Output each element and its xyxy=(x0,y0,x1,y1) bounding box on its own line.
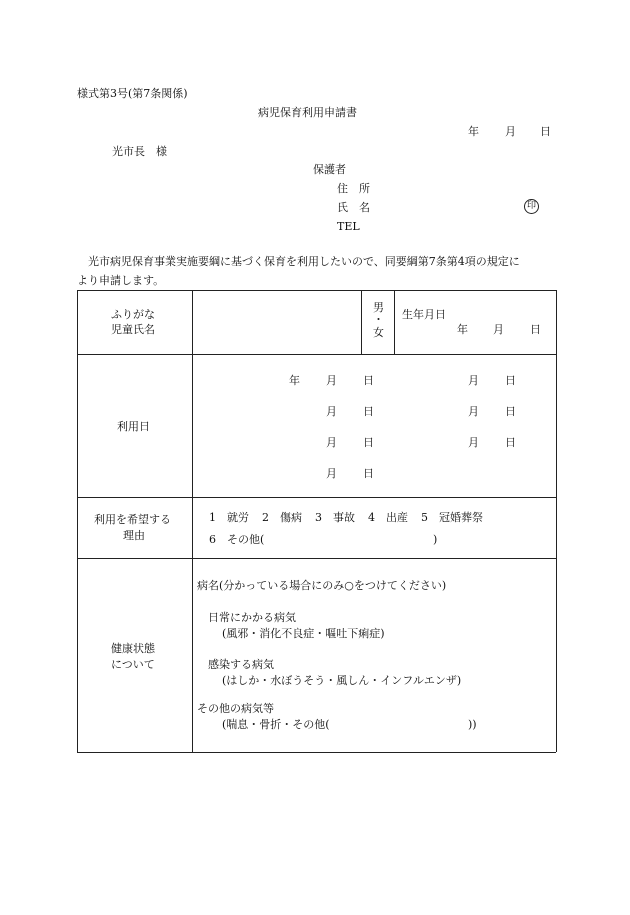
other-illness-close: )) xyxy=(468,718,477,731)
date-3-month-unit: 月 xyxy=(326,436,337,449)
table-border-right xyxy=(556,290,557,752)
form-number: 様式第3号(第7条関係) xyxy=(77,87,188,100)
applicant-name-label: 氏 名 xyxy=(337,201,370,214)
health-instruction: 病名(分かっている場合にのみ○をつけてください) xyxy=(197,579,447,592)
birth-date-label: 生年月日 xyxy=(402,308,446,321)
applicant-heading: 保護者 xyxy=(313,163,346,176)
date-1-end-month-unit: 月 xyxy=(468,374,479,387)
reason-other-close: ) xyxy=(433,533,438,546)
daily-illness-options[interactable]: (風邪・消化不良症・嘔吐下痢症) xyxy=(222,627,385,640)
reason-option-accident[interactable]: 3 事故 xyxy=(315,511,355,524)
table-label-column-divider xyxy=(192,290,193,752)
addressee: 光市長 様 xyxy=(112,145,167,158)
daily-illness-heading: 日常にかかる病気 xyxy=(208,611,296,624)
date-1-month-unit: 月 xyxy=(326,374,337,387)
date-1-day-unit: 日 xyxy=(363,374,374,387)
table-border-left xyxy=(77,290,78,752)
date-1-end-day-unit: 日 xyxy=(505,374,516,387)
table-row-divider-3 xyxy=(77,558,556,559)
health-label-line-2: について xyxy=(111,658,155,671)
sex-column-left-divider xyxy=(361,290,362,354)
date-2-end-month-unit: 月 xyxy=(468,405,479,418)
other-illness-heading: その他の病気等 xyxy=(197,702,274,715)
birth-day-unit: 日 xyxy=(530,323,541,336)
applicant-tel-label: TEL xyxy=(337,220,360,233)
reason-option-illness[interactable]: 2 傷病 xyxy=(262,511,302,524)
page-title: 病児保育利用申請書 xyxy=(258,106,357,119)
header-month: 月 xyxy=(505,125,516,138)
date-4-month-unit: 月 xyxy=(326,467,337,480)
table-row-divider-1 xyxy=(77,354,556,355)
health-label-line-1: 健康状態 xyxy=(111,642,155,655)
table-row-divider-2 xyxy=(77,497,556,498)
child-name-label: 児童氏名 xyxy=(111,323,155,336)
infectious-illness-heading: 感染する病気 xyxy=(208,658,274,671)
reason-label-line-1: 利用を希望する xyxy=(94,513,171,526)
date-2-day-unit: 日 xyxy=(363,405,374,418)
header-day: 日 xyxy=(540,125,551,138)
date-1-year-unit: 年 xyxy=(289,374,300,387)
date-3-day-unit: 日 xyxy=(363,436,374,449)
sex-female-option[interactable]: 女 xyxy=(373,326,384,339)
date-3-end-day-unit: 日 xyxy=(505,436,516,449)
reason-option-ceremony[interactable]: 5 冠婚葬祭 xyxy=(421,511,483,524)
sex-column-right-divider xyxy=(394,290,395,354)
reason-option-other[interactable]: 6 その他( xyxy=(209,533,265,546)
header-year: 年 xyxy=(468,125,479,138)
birth-month-unit: 月 xyxy=(493,323,504,336)
date-4-day-unit: 日 xyxy=(363,467,374,480)
intro-line-1: 光市病児保育事業実施要綱に基づく保育を利用したいので、同要綱第7条第4項の規定に xyxy=(88,255,520,268)
reason-option-work[interactable]: 1 就労 xyxy=(209,511,249,524)
date-2-month-unit: 月 xyxy=(326,405,337,418)
applicant-address-label: 住 所 xyxy=(337,182,370,195)
birth-year-unit: 年 xyxy=(457,323,468,336)
seal-mark: 印 xyxy=(524,199,539,214)
table-border-top xyxy=(77,290,556,291)
other-illness-options[interactable]: (喘息・骨折・その他( xyxy=(222,718,330,731)
usage-date-label: 利用日 xyxy=(117,420,150,433)
date-3-end-month-unit: 月 xyxy=(468,436,479,449)
sex-separator: ・ xyxy=(373,313,384,326)
infectious-illness-options[interactable]: (はしか・水ぼうそう・風しん・インフルエンザ) xyxy=(222,674,462,687)
furigana-label: ふりがな xyxy=(111,308,155,321)
date-2-end-day-unit: 日 xyxy=(505,405,516,418)
reason-label-line-2: 理由 xyxy=(123,529,145,542)
sex-male-option[interactable]: 男 xyxy=(373,301,384,314)
intro-line-2: より申請します。 xyxy=(77,274,165,287)
table-border-bottom xyxy=(77,752,556,753)
reason-option-childbirth[interactable]: 4 出産 xyxy=(368,511,408,524)
